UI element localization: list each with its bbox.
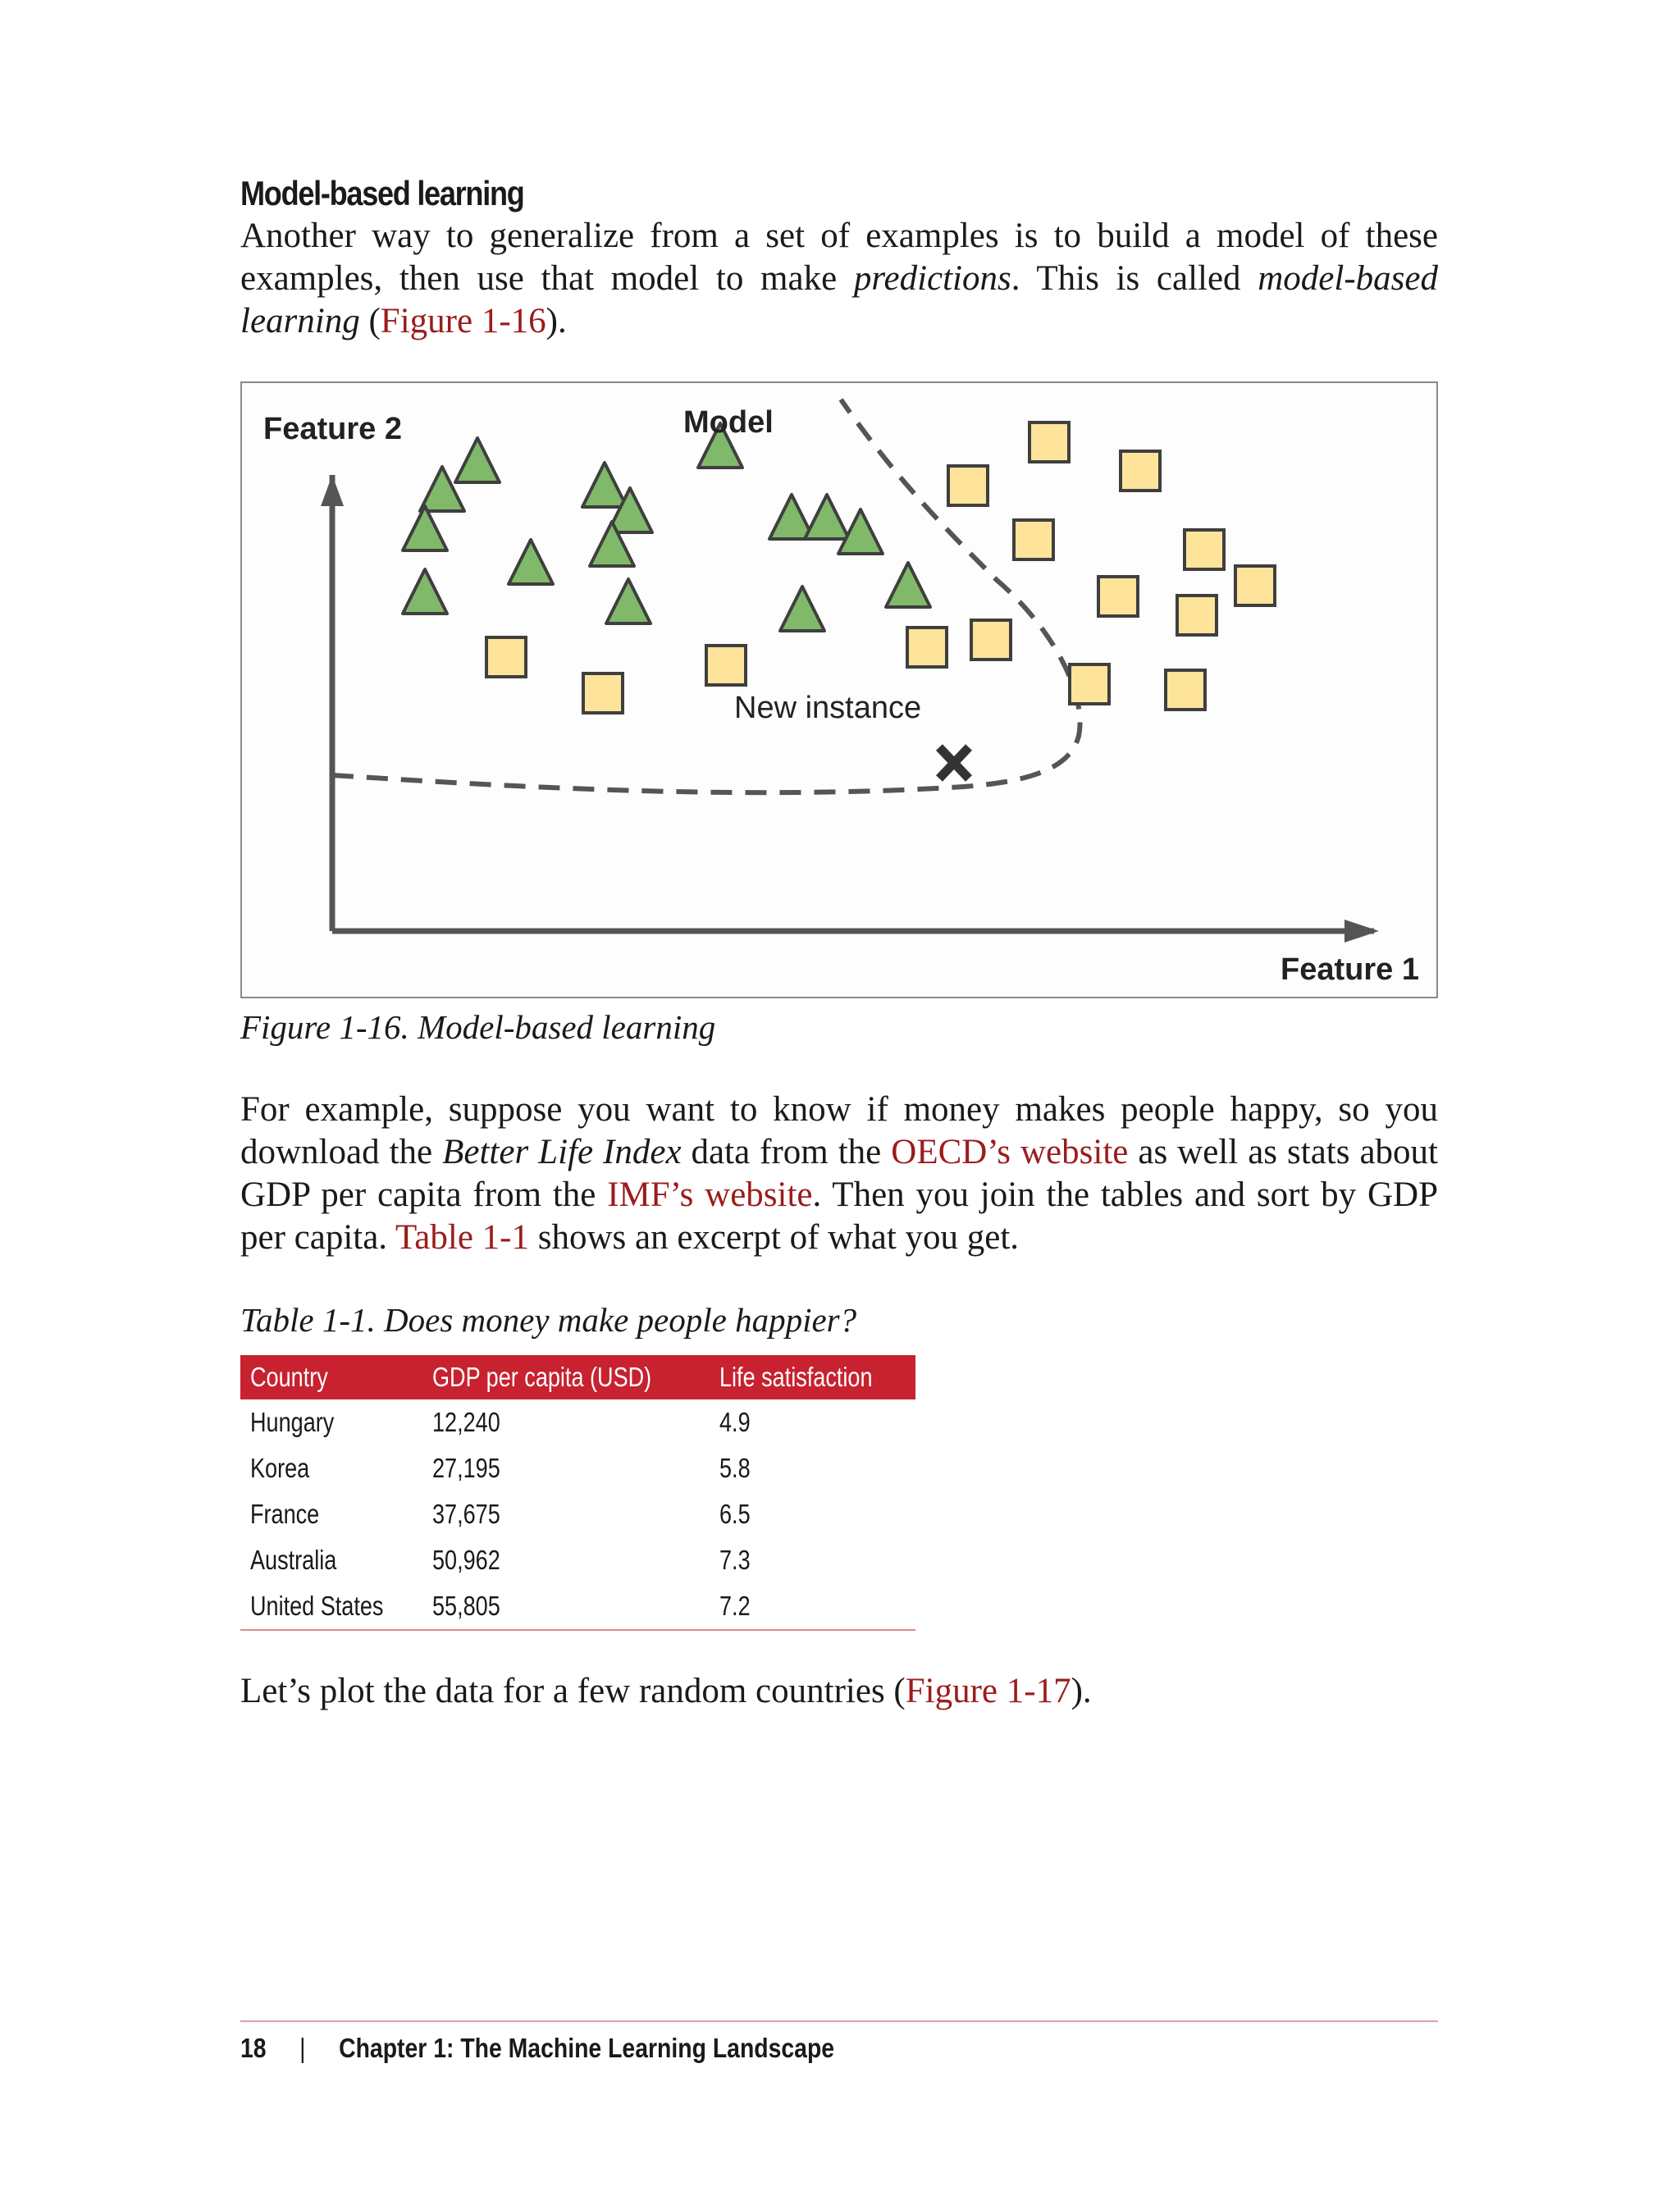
table-cell-country: Hungary (250, 1407, 335, 1437)
table-cell-life: 7.3 (719, 1545, 751, 1575)
table-cell-gdp: 27,195 (432, 1453, 500, 1483)
example-paragraph (240, 1089, 1438, 1259)
new-instance-label: New instance (734, 691, 922, 725)
imf-website-link[interactable]: IMF’s website (607, 1176, 813, 1214)
table-header-country: Country (240, 1355, 422, 1399)
triangle-instance (403, 569, 447, 614)
figure-1-16-link[interactable]: Figure 1-16 (380, 302, 546, 340)
triangle-instance (606, 579, 651, 623)
intro-emphasis-predictions: predictions (853, 259, 1011, 298)
triangle-instance (886, 563, 930, 607)
example-text-1: For example, suppose you want to know if money makes people happy, so you download the (240, 1090, 1438, 1171)
example-text-2: data from the (681, 1133, 892, 1171)
section-heading: Model-based learning (240, 174, 524, 212)
oecd-website-link[interactable]: OECD’s website (891, 1133, 1129, 1171)
intro-paragraph (240, 215, 1438, 343)
table-caption: Table 1-1. Does money make people happier? (240, 1301, 857, 1339)
table-cell-gdp: 50,962 (432, 1545, 500, 1575)
square-instance (1029, 422, 1069, 462)
model-label: Model (683, 405, 774, 440)
square-instance (907, 628, 947, 667)
data-points (403, 422, 1275, 713)
square-instance (706, 646, 746, 685)
table-header-gdp: GDP per capita (USD) (422, 1355, 710, 1399)
square-instance (486, 637, 526, 677)
table-cell-country: France (250, 1499, 320, 1529)
triangle-instance (582, 463, 627, 507)
table-row (240, 1537, 915, 1583)
triangle-instance (780, 587, 824, 631)
intro-text-1: Another way to generalize from a set of examples is to build a model of these examples, then use that model to make (240, 217, 1438, 298)
y-axis-arrowhead (321, 475, 344, 506)
table-row (240, 1399, 915, 1445)
closing-text-1: Let’s plot the data for a few random countries ( (240, 1672, 906, 1710)
table-header-row (240, 1355, 915, 1399)
footer-rule (240, 2020, 1438, 2022)
square-instance (1098, 577, 1138, 616)
example-text-4: . Then you join the tables and sort by GDP per capita. (240, 1176, 1439, 1257)
figure-1-16 (240, 381, 1438, 998)
feature2-label: Feature 2 (263, 412, 402, 446)
table-cell-gdp: 55,805 (422, 1583, 710, 1630)
table-cell-life: 4.9 (719, 1407, 751, 1437)
figure-1-17-link[interactable]: Figure 1-17 (905, 1672, 1071, 1710)
closing-paragraph (240, 1670, 1438, 1713)
intro-emphasis-model-based: model-based learning (240, 259, 1438, 340)
example-text-5: shows an excerpt of what you get. (528, 1218, 1020, 1257)
triangle-instance (509, 540, 553, 584)
table-row (240, 1583, 915, 1630)
table-cell-country: United States (240, 1583, 422, 1630)
footer-separator: | (299, 2033, 306, 2063)
square-instance (948, 466, 988, 505)
table-cell-country: Australia (250, 1545, 337, 1575)
page-number: 18 (240, 2033, 267, 2063)
table-row (240, 1491, 915, 1537)
table-1-1-link[interactable]: Table 1-1 (395, 1218, 529, 1257)
square-instance (1185, 530, 1224, 569)
x-axis-arrowhead (1344, 920, 1379, 943)
square-instance (971, 620, 1011, 660)
example-emphasis-bli: Better Life Index (442, 1133, 682, 1171)
table-row (240, 1445, 915, 1491)
table-cell-gdp: 37,675 (432, 1499, 500, 1529)
triangle-instance (805, 495, 849, 539)
table-header-life: Life satisfaction (710, 1355, 915, 1399)
triangle-instance (455, 438, 500, 482)
chapter-title: Chapter 1: The Machine Learning Landscape (339, 2033, 835, 2063)
triangle-instance (403, 506, 447, 550)
figure-caption: Figure 1-16. Model-based learning (240, 1008, 716, 1046)
table-cell-country: Korea (250, 1453, 310, 1483)
intro-text-3: ( (359, 302, 381, 340)
square-instance (1014, 520, 1053, 559)
new-instance-marker (939, 747, 969, 778)
square-instance (583, 673, 623, 713)
feature1-label: Feature 1 (1281, 952, 1419, 987)
closing-text-2: ). (1071, 1672, 1092, 1710)
table-cell-life: 6.5 (719, 1499, 751, 1529)
model-based-learning-diagram (242, 383, 1440, 1000)
table-cell-life: 7.2 (710, 1583, 915, 1630)
triangle-instance (420, 467, 464, 511)
square-instance (1166, 670, 1205, 710)
example-text-3: as well as stats about GDP per capita from the (240, 1133, 1438, 1214)
intro-text-2: . This is called (1011, 259, 1258, 298)
intro-text-4: ). (546, 302, 567, 340)
square-instance (1070, 664, 1109, 704)
table-cell-gdp: 12,240 (432, 1407, 500, 1437)
table-cell-life: 5.8 (719, 1453, 751, 1483)
square-instance (1121, 451, 1160, 491)
square-instance (1177, 596, 1217, 635)
square-instance (1235, 566, 1275, 605)
page-footer (240, 2033, 931, 2064)
gdp-life-satisfaction-table (240, 1355, 915, 1631)
